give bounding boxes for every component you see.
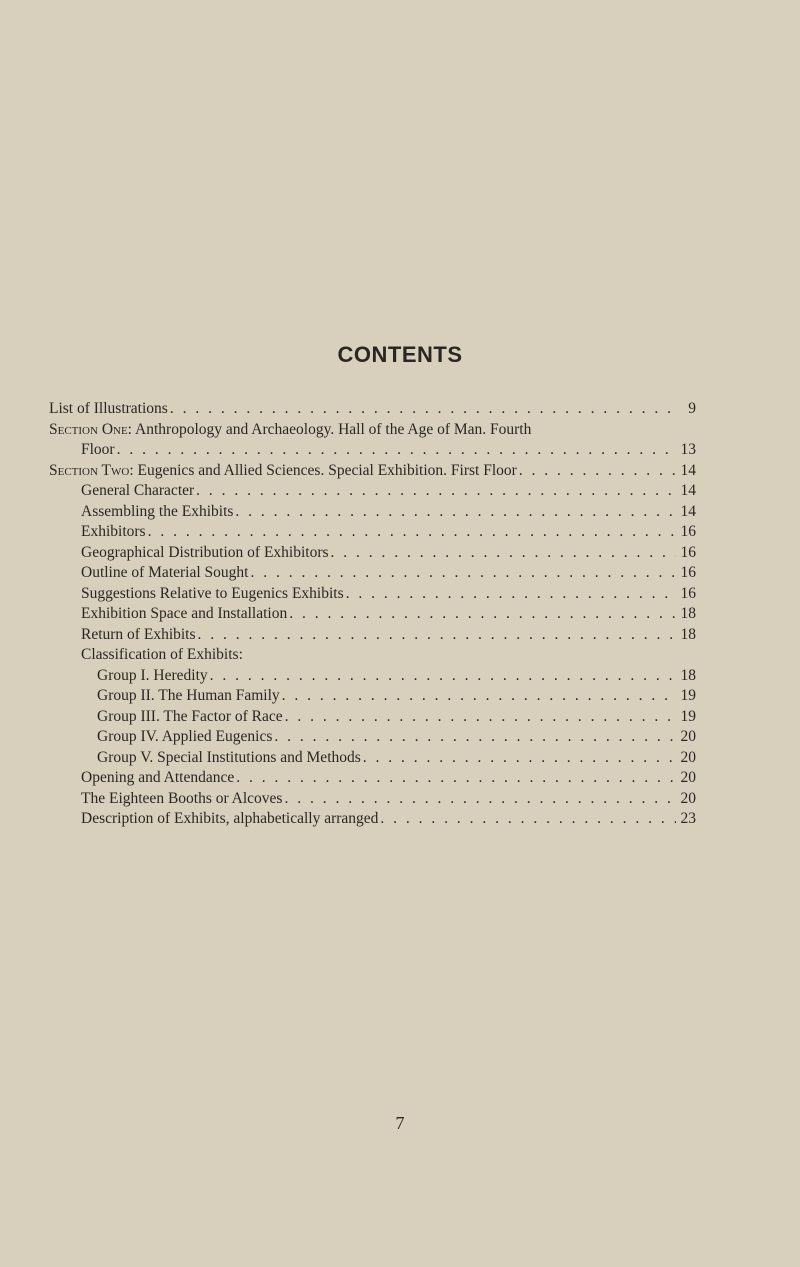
toc-entry-label: Exhibition Space and Installation bbox=[81, 605, 288, 622]
page-number: 7 bbox=[395, 1113, 405, 1133]
toc-entry-page: 16 bbox=[680, 543, 696, 561]
dot-leader bbox=[289, 604, 676, 625]
toc-entry-section-one bbox=[49, 420, 696, 441]
toc-entry-label: The Eighteen Booths or Alcoves bbox=[81, 789, 283, 807]
dot-leader bbox=[250, 563, 676, 584]
dot-leader bbox=[235, 502, 676, 523]
dot-leader bbox=[282, 686, 676, 707]
toc-entry-return-of-exhibits bbox=[49, 625, 696, 646]
toc-entry-page: 14 bbox=[680, 482, 696, 499]
section-two-prefix: Section Two: bbox=[49, 461, 134, 479]
toc-entry-label: Anthropology and Archaeology. Hall of the Age of Man. Fourth bbox=[135, 420, 532, 438]
toc-entry-list-of-illustrations bbox=[49, 399, 696, 420]
toc-entry-label: Exhibitors bbox=[81, 523, 146, 540]
dot-leader bbox=[331, 543, 676, 564]
toc-entry-page: 16 bbox=[680, 584, 696, 602]
toc-entry-page: 20 bbox=[680, 748, 696, 766]
toc-entry-page: 14 bbox=[680, 461, 696, 479]
toc-entry-label: Outline of Material Sought bbox=[81, 564, 249, 581]
toc-entry-group-2 bbox=[49, 686, 696, 707]
toc-entry-section-one-continuation bbox=[49, 440, 696, 461]
toc-entry-label: Opening and Attendance bbox=[81, 769, 235, 786]
page-title: CONTENTS bbox=[337, 342, 463, 367]
dot-leader bbox=[117, 440, 676, 461]
toc-entry-page: 18 bbox=[680, 605, 696, 622]
toc-entry-label: Suggestions Relative to Eugenics Exhibits bbox=[81, 584, 344, 602]
dot-leader bbox=[285, 707, 676, 728]
toc-entry-general-character bbox=[49, 481, 696, 502]
toc-entry-group-4 bbox=[49, 727, 696, 748]
toc-entry-label: Group V. Special Institutions and Methods bbox=[97, 748, 361, 766]
dot-leader bbox=[363, 748, 676, 769]
toc-entry-page: 20 bbox=[680, 769, 696, 786]
toc-entry-page: 9 bbox=[688, 400, 696, 417]
toc-entry-label: Classification of Exhibits: bbox=[81, 646, 243, 663]
dot-leader bbox=[198, 625, 676, 646]
toc-entry-label: Group I. Heredity bbox=[97, 666, 208, 684]
section-two-title: Eugenics and Allied Sciences. Special Exhibition. First Floor bbox=[137, 461, 517, 479]
toc-entry-classification bbox=[49, 645, 696, 666]
dot-leader bbox=[170, 399, 676, 420]
toc-entry-page: 14 bbox=[680, 502, 696, 520]
toc-entry-page: 20 bbox=[680, 728, 696, 745]
toc-entry-assembling bbox=[49, 502, 696, 523]
dot-leader bbox=[380, 809, 676, 830]
toc-entry-description bbox=[49, 809, 696, 830]
toc-entry-page: 16 bbox=[680, 564, 696, 581]
toc-entry-group-5 bbox=[49, 748, 696, 769]
toc-entry-group-1 bbox=[49, 666, 696, 687]
dot-leader bbox=[210, 666, 676, 687]
toc-entry-page: 19 bbox=[680, 707, 696, 725]
toc-entry-label: List of Illustrations bbox=[49, 400, 168, 417]
dot-leader bbox=[196, 481, 676, 502]
toc-entry-label-continuation: Floor bbox=[81, 441, 115, 458]
toc-entry-page: 18 bbox=[680, 666, 696, 684]
section-one-prefix: Section One: bbox=[49, 420, 132, 438]
dot-leader bbox=[148, 522, 676, 543]
toc-entry-label: Group II. The Human Family bbox=[97, 687, 280, 704]
toc-entry-booths bbox=[49, 789, 696, 810]
toc-entry-page: 23 bbox=[680, 810, 696, 827]
toc-entry-label: Return of Exhibits bbox=[81, 625, 196, 643]
toc-entry-section-two bbox=[49, 461, 696, 482]
toc-entry-page: 20 bbox=[680, 789, 696, 807]
dot-leader bbox=[346, 584, 676, 605]
toc-entry-page: 16 bbox=[680, 523, 696, 540]
toc-entry-label: Geographical Distribution of Exhibitors bbox=[81, 543, 329, 561]
dot-leader bbox=[519, 461, 676, 482]
table-of-contents bbox=[49, 399, 696, 830]
toc-entry-exhibitors bbox=[49, 522, 696, 543]
toc-entry-opening bbox=[49, 768, 696, 789]
dot-leader bbox=[236, 768, 676, 789]
toc-entry-label: Assembling the Exhibits bbox=[81, 502, 234, 520]
toc-entry-exhibition-space bbox=[49, 604, 696, 625]
toc-entry-label: General Character bbox=[81, 482, 195, 499]
toc-entry-geographical-distribution bbox=[49, 543, 696, 564]
toc-entry-page: 13 bbox=[680, 441, 696, 458]
toc-entry-group-3 bbox=[49, 707, 696, 728]
dot-leader bbox=[274, 727, 676, 748]
toc-entry-label bbox=[49, 461, 517, 482]
toc-entry-outline-material bbox=[49, 563, 696, 584]
toc-entry-page: 18 bbox=[680, 625, 696, 643]
dot-leader bbox=[284, 789, 676, 810]
toc-entry-label: Description of Exhibits, alphabetically arranged bbox=[81, 810, 379, 827]
toc-entry-label: Group III. The Factor of Race bbox=[97, 707, 283, 725]
toc-entry-label: Group IV. Applied Eugenics bbox=[97, 728, 273, 745]
toc-entry-suggestions bbox=[49, 584, 696, 605]
toc-entry-page: 19 bbox=[680, 687, 696, 704]
